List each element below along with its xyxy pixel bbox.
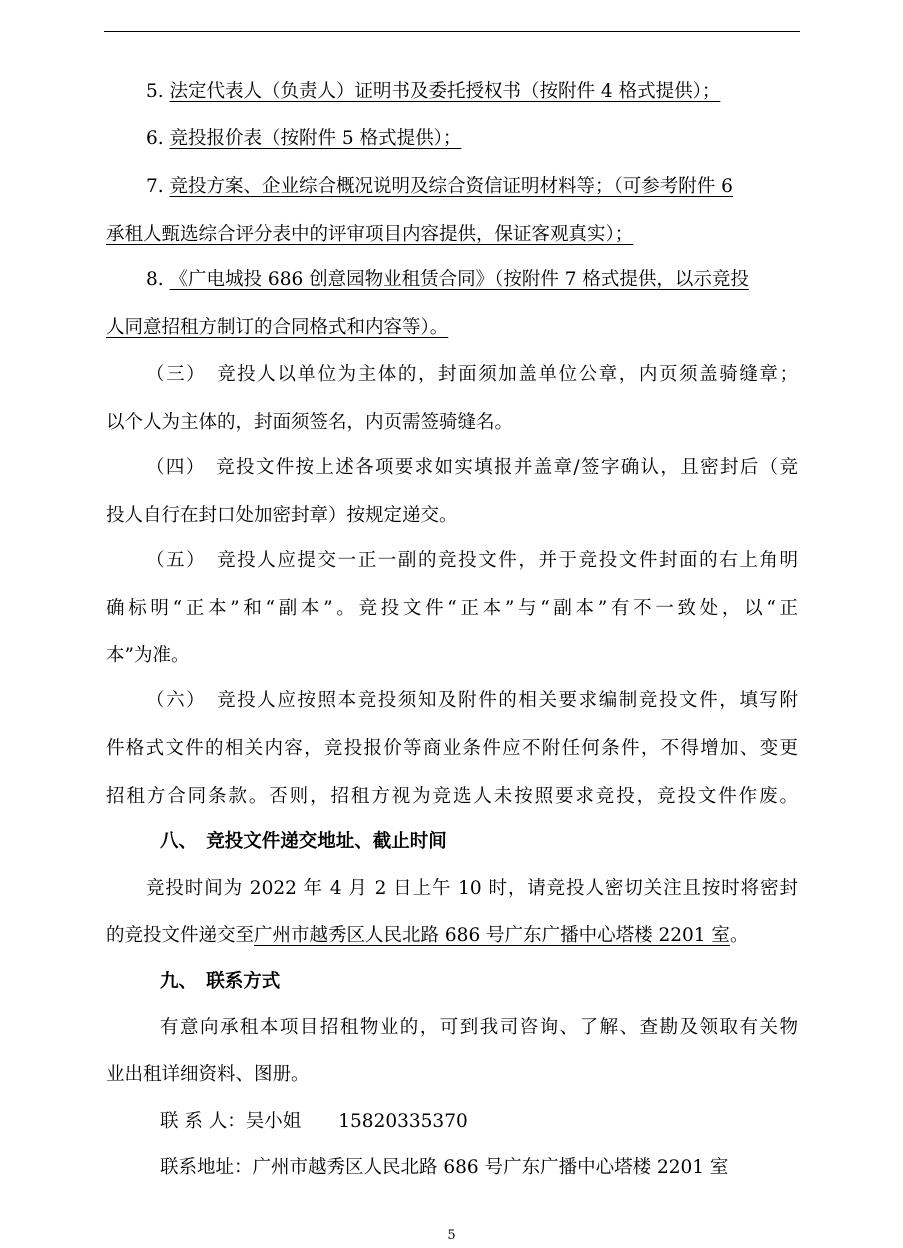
- para-4-line-1: （四） 竞投文件按上述各项要求如实填报并盖章/签字确认，且密封后（竞: [146, 457, 798, 478]
- section-8-line-1: 竞投时间为 2022 年 4 月 2 日上午 10 时，请竞投人密切关注且按时将密封: [146, 878, 798, 899]
- para-5-line-2: 确标明“正本”和“副本”。竞投文件“正本”与“副本”有不一致处，以“正: [106, 598, 798, 619]
- section-9-line-1: 有意向承租本项目招租物业的，可到我司咨询、了解、查勘及领取有关物: [160, 1017, 798, 1038]
- para-6-line-2: 件格式文件的相关内容，竞投报价等商业条件应不附任何条件，不得增加、变更: [106, 738, 798, 759]
- section-9-heading: 九、 联系方式: [160, 971, 281, 992]
- header-rule: [104, 31, 800, 32]
- para-6-line-3: 招租方合同条款。否则，招租方视为竞选人未按照要求竞投，竞投文件作废。: [106, 786, 798, 807]
- item-7-line-1: 7. 竞投方案、企业综合概况说明及综合资信证明材料等；（可参考附件 6: [146, 176, 733, 197]
- para-6-line-1: （六） 竞投人应按照本竞投须知及附件的相关要求编制竞投文件，填写附: [146, 690, 798, 711]
- para-3-line-2: 以个人为主体的，封面须签名，内页需签骑缝名。: [106, 412, 514, 433]
- submission-address: 广州市越秀区人民北路 686 号广东广播中心塔楼 2201 室: [254, 925, 730, 946]
- item-5: 5. 法定代表人（负责人）证明书及委托授权书（按附件 4 格式提供）；: [146, 81, 721, 102]
- para-4-line-2: 投人自行在封口处加密封章）按规定递交。: [106, 505, 458, 526]
- section-8-heading: 八、 竞投文件递交地址、截止时间: [160, 831, 447, 852]
- para-5-line-3: 本”为准。: [106, 645, 190, 666]
- page-number: 5: [447, 1228, 456, 1243]
- para-5-line-1: （五） 竞投人应提交一正一副的竞投文件，并于竞投文件封面的右上角明: [146, 550, 798, 571]
- para-3-line-1: （三） 竞投人以单位为主体的，封面须加盖单位公章，内页须盖骑缝章；: [146, 364, 798, 385]
- item-8-line-2: 人同意招租方制订的合同格式和内容等）。: [106, 317, 449, 338]
- section-9-line-2: 业出租详细资料、图册。: [106, 1064, 310, 1085]
- contact-address: 联系地址：广州市越秀区人民北路 686 号广东广播中心塔楼 2201 室: [160, 1157, 729, 1178]
- contact-person: 联 系 人：吴小姐 15820335370: [160, 1111, 468, 1132]
- item-6: 6. 竞投报价表（按附件 5 格式提供）；: [146, 128, 462, 149]
- section-8-line-2: 的竞投文件递交至广州市越秀区人民北路 686 号广东广播中心塔楼 2201 室。: [106, 925, 749, 946]
- item-7-line-2: 承租人甄选综合评分表中的评审项目内容提供，保证客观真实）；: [106, 224, 634, 245]
- item-8-line-1: 8. 《广电城投 686 创意园物业租赁合同》（按附件 7 格式提供，以示竞投: [146, 269, 749, 290]
